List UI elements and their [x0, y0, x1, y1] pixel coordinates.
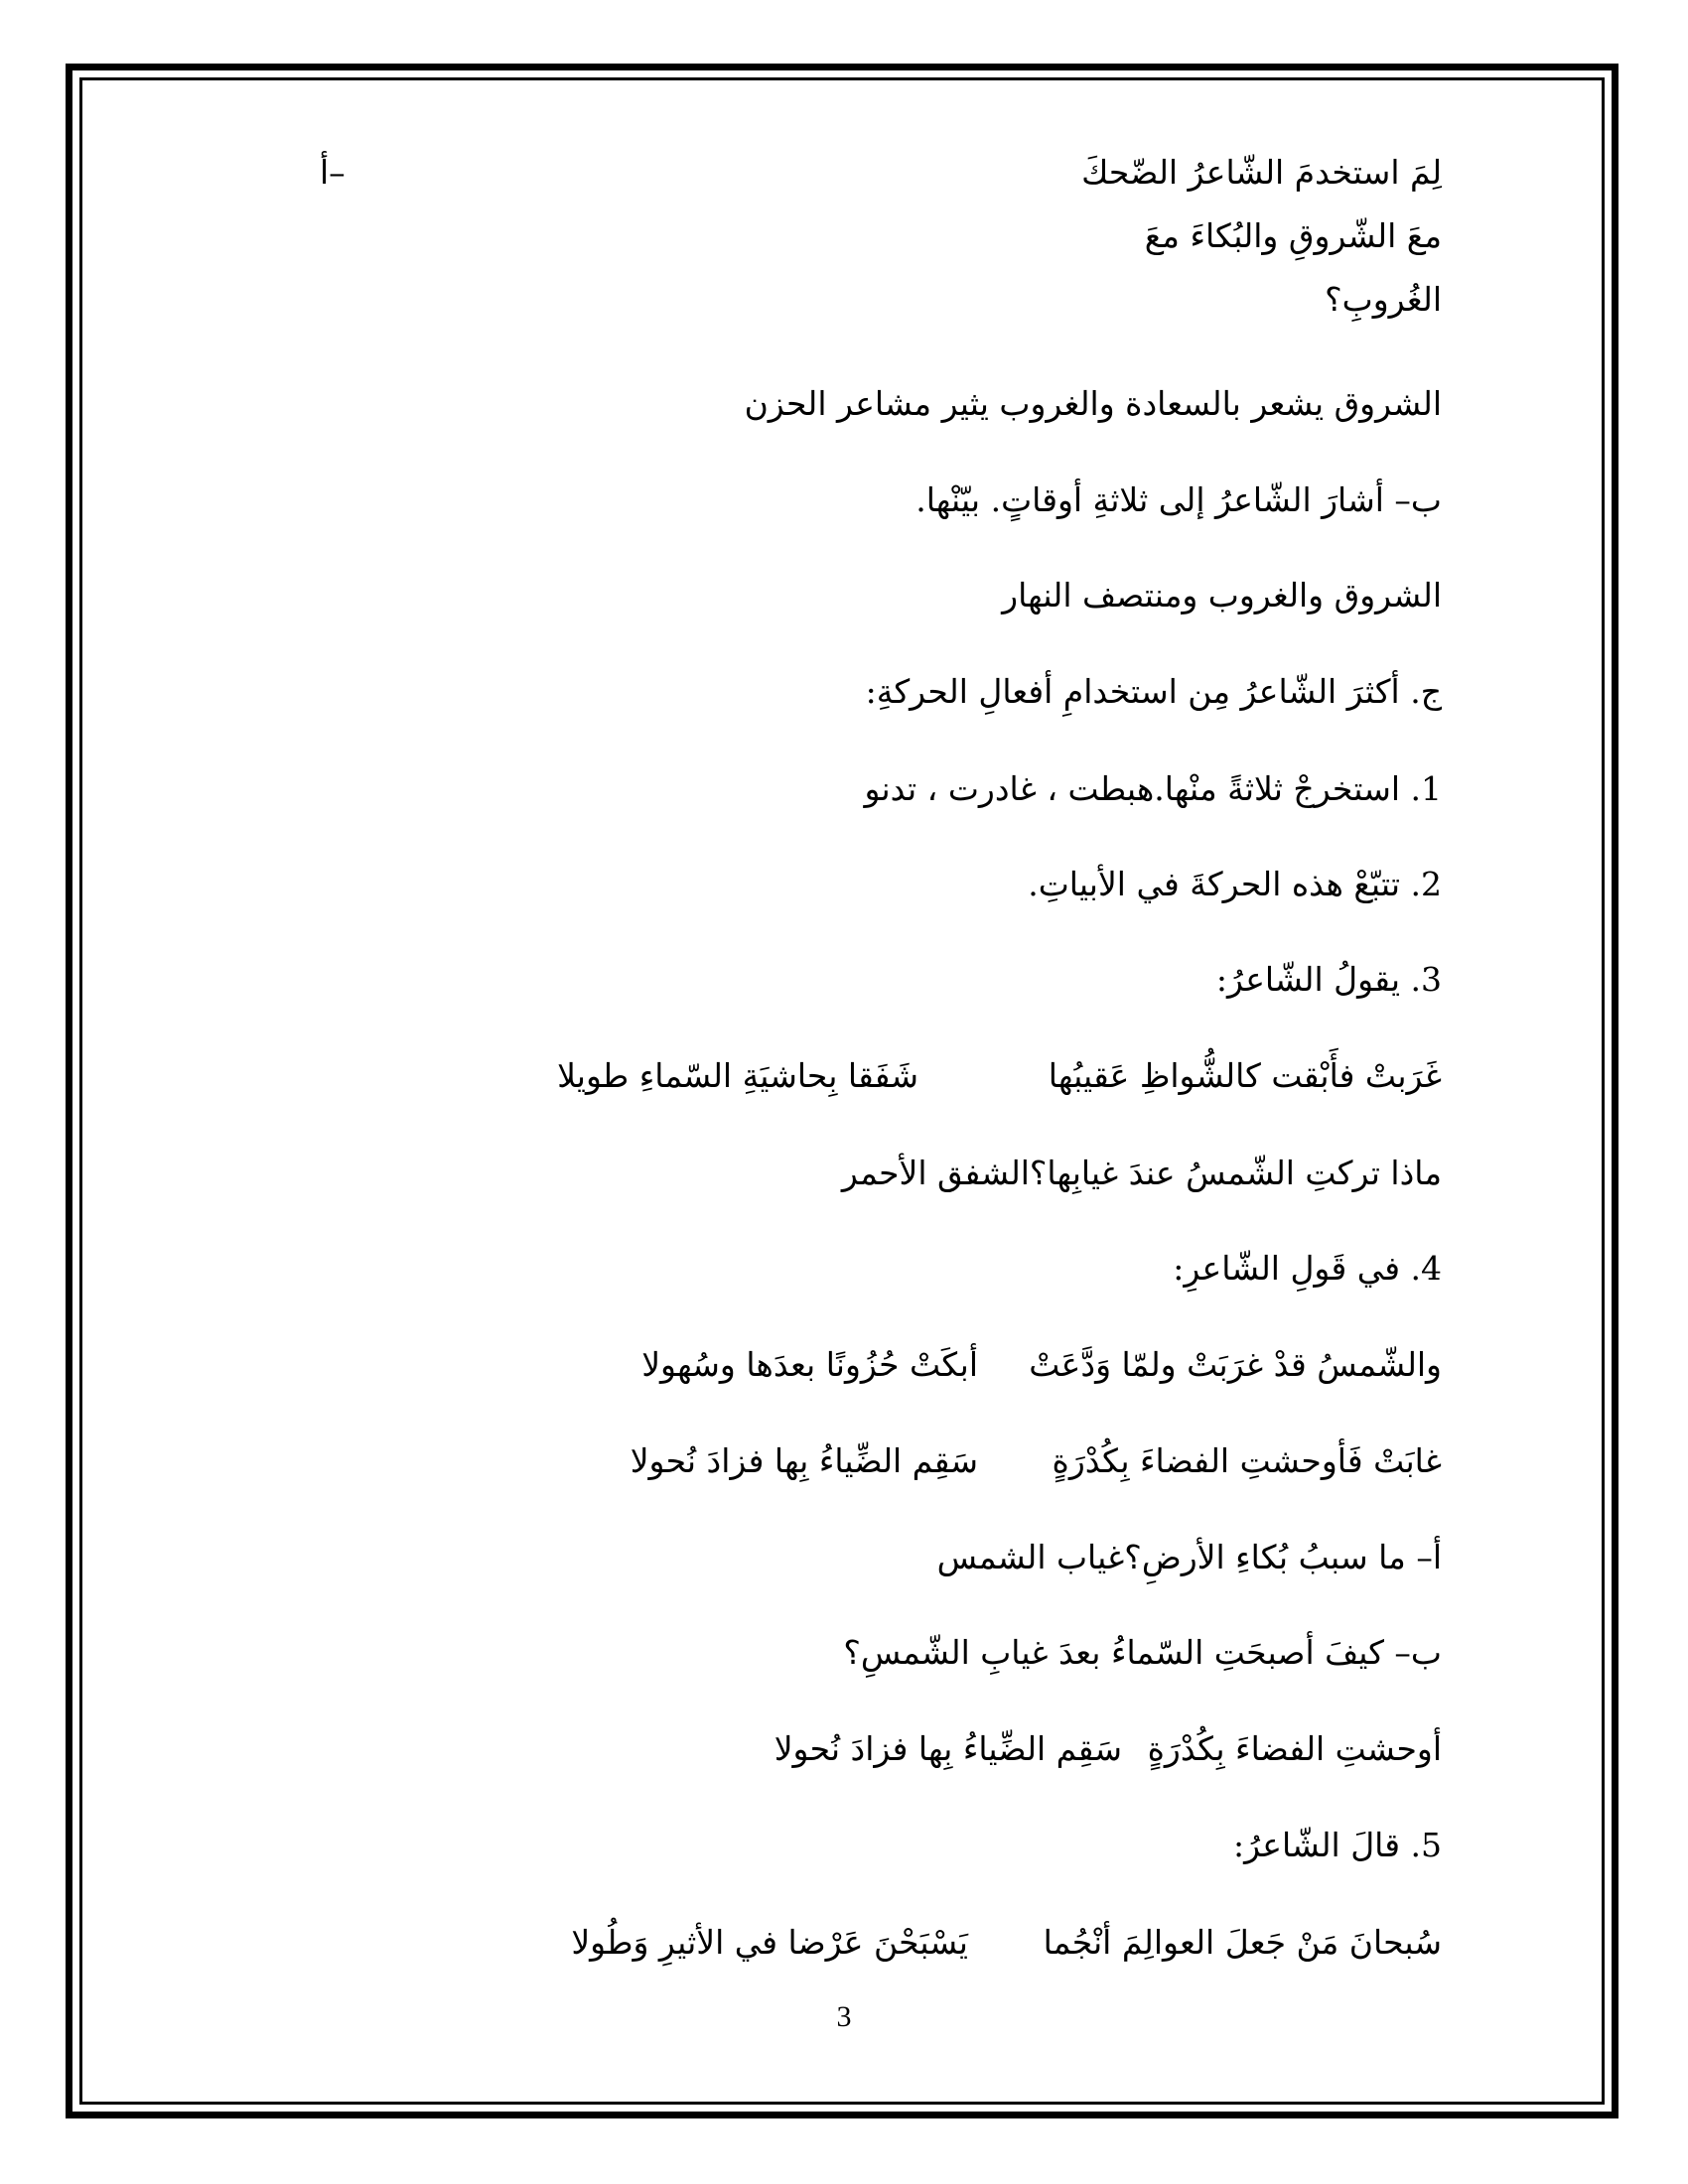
verse-hemistich-second: يَسْبَحْنَ عَرْضا في الأثيرِ وَطُولا	[571, 1923, 968, 1962]
question-c-item4-q-b: ب– كيفَ أصبحَتِ السّماءُ بعدَ غيابِ الشّمسِ؟	[843, 1633, 1442, 1672]
question-b: ب– أشارَ الشّاعرُ إلى ثلاثةِ أوقاتٍ. بيّنْها.	[915, 480, 1442, 519]
question-c-item4-title: 4. في قَولِ الشّاعرِ:	[1173, 1249, 1442, 1288]
question-c-item1: 1. استخرجْ ثلاثةً منْها.هبطت ، غادرت ، تدنو	[864, 769, 1442, 808]
question-a-answer: الشروق يشعر بالسعادة والغروب يثير مشاعر الحزن	[744, 384, 1442, 423]
verse-hemistich-second: أبكَتْ حُزُونًا بعدَها وسُهولا	[641, 1345, 978, 1384]
verse-hemistich-second: سَقِم الضِّياءُ بِها فزادَ نُحولا	[774, 1729, 1122, 1768]
question-c-item2: 2. تتبّعْ هذه الحركةَ في الأبياتِ.	[1028, 865, 1442, 903]
verse-hemistich-second: سَقِم الضِّياءُ بِها فزادَ نُحولا	[630, 1441, 978, 1480]
page-number: 3	[836, 2000, 852, 2033]
verse-hemistich-second: شَفَقا بِحاشيَةِ السّماءِ طويلا	[557, 1056, 918, 1095]
question-c-item3-question: ماذا تركتِ الشّمسُ عندَ غيابِها؟الشفق الأحمر	[841, 1154, 1442, 1192]
verse-hemistich-first: سُبحانَ مَنْ جَعلَ العوالِمَ أنْجُما	[1043, 1923, 1442, 1962]
verse-hemistich-first: والشّمسُ قدْ غرَبَتْ ولمّا وَدَّعَتْ	[1029, 1345, 1442, 1384]
question-a-line3: الغُروبِ؟	[1325, 280, 1442, 319]
question-c-item5-title: 5. قالَ الشّاعرُ:	[1232, 1826, 1442, 1864]
question-b-answer: الشروق والغروب ومنتصف النهار	[1002, 576, 1442, 614]
question-c-item4-q-a: أ– ما سببُ بُكاءِ الأرضِ؟غياب الشمس	[936, 1538, 1442, 1576]
question-c-item3-title: 3. يقولُ الشّاعرُ:	[1215, 960, 1442, 999]
question-marker-a: –أ	[320, 153, 346, 192]
verse-hemistich-first: أوحشتِ الفضاءَ بِكُدْرَةٍ	[1147, 1729, 1442, 1768]
question-a-line1: لِمَ استخدمَ الشّاعرُ الضّحكَ	[1081, 153, 1442, 192]
question-a-line2: معَ الشّروقِ والبُكاءَ معَ	[1144, 216, 1442, 255]
verse-hemistich-first: غَرَبتْ فأَبْقت كالشُّواظِ عَقيبُها	[1048, 1056, 1442, 1095]
verse-hemistich-first: غابَتْ فَأوحشتِ الفضاءَ بِكُدْرَةٍ	[1052, 1441, 1442, 1480]
question-c: ج. أكثرَ الشّاعرُ مِن استخدامِ أفعالِ الحركةِ:	[865, 672, 1442, 711]
